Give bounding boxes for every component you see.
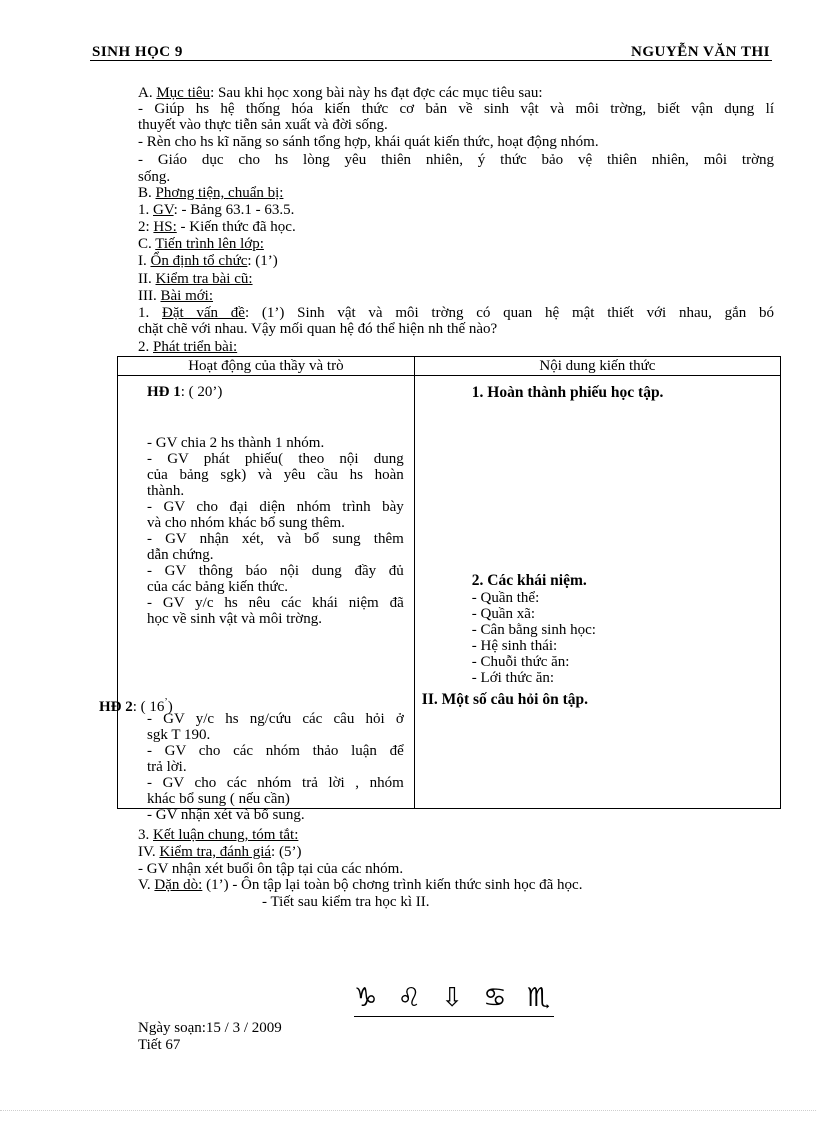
objective-line: thuyết vào thực tiễn sản xuất và đời sống. <box>138 117 388 133</box>
header-author: NGUYỄN VĂN THI <box>631 44 770 60</box>
list-item: - GV chia 2 hs thành 1 nhóm. <box>147 435 325 451</box>
list-item: - GV cho đại diện nhóm trình bày <box>147 499 404 515</box>
list-item: - GV cho các nhóm thảo luận để <box>147 743 404 759</box>
zodiac-ornament <box>354 982 557 1022</box>
preparation-title: Phơng tiện, chuẩn bị: <box>155 185 284 201</box>
list-item: - GV y/c hs ng/cứu các câu hỏi ở <box>147 711 404 727</box>
content-heading-2: 2. Các khái niệm. <box>471 572 587 589</box>
problem-statement-cont: chặt chẽ với nhau. Vậy mối quan hệ đó thể hiện nh thế nào? <box>138 321 498 337</box>
objective-line: - Giúp hs hệ thống hóa kiến thức cơ bản về sinh vật và môi trờng, biết vận dụng lí <box>138 101 774 117</box>
list-item: và cho nhóm khác bổ sung thêm. <box>147 515 345 531</box>
content-heading-1: 1. Hoàn thành phiếu học tập. <box>471 384 664 401</box>
list-item: - Lới thức ăn: <box>471 670 555 686</box>
list-item: - Quần thể: <box>471 590 540 606</box>
objectives-heading: A. Mục tiêu: Sau khi học xong bài này hs đạt đợc các mục tiêu sau: <box>138 85 543 101</box>
content-cell <box>414 376 780 809</box>
list-item: dẫn chứng. <box>147 547 214 563</box>
list-item: - GV phát phiếu( theo nội dung <box>147 451 404 467</box>
list-item: học về sinh vật và môi trờng. <box>147 611 322 627</box>
list-item: - Hệ sinh thái: <box>471 638 558 654</box>
page-edge-divider <box>0 1110 816 1111</box>
homework-text: - Tiết sau kiểm tra học kì II. <box>262 894 430 910</box>
ornament-glyphs: ♑ ♌ ⇩ ♋ ♏ <box>354 983 557 1013</box>
list-item: - GV thông báo nội dung đầy đủ <box>147 563 404 579</box>
list-item: - GV nhận xét và bổ sung. <box>147 807 305 823</box>
list-item: của các bảng kiến thức. <box>147 579 288 595</box>
preparation-teacher: 1. GV: - Bảng 63.1 - 63.5. <box>138 202 295 218</box>
list-item: - Chuỗi thức ăn: <box>471 654 570 670</box>
table-header-row <box>118 357 781 376</box>
objectives-title: Mục tiêu <box>156 85 211 101</box>
list-item: - GV y/c hs nêu các khái niệm đã <box>147 595 404 611</box>
procedure-step-3: III. Bài mới: <box>138 288 214 304</box>
procedure-step-2: II. Kiểm tra bài cũ: <box>138 271 253 287</box>
assessment-heading: IV. Kiểm tra, đánh giá: (5’) <box>138 844 302 860</box>
list-item: - Quần xã: <box>471 606 536 622</box>
hd2-heading: HĐ 2: ( 16’) <box>99 697 173 715</box>
list-item: - GV nhận xét, và bổ sung thêm <box>147 531 404 547</box>
problem-statement: 1. Đặt vấn đề: (1’) Sinh vật và môi trờng có quan hệ mật thiết với nhau, gắn bó <box>138 305 774 321</box>
list-item: trả lời. <box>147 759 187 775</box>
list-item: thành. <box>147 483 185 499</box>
column-header-activities: Hoạt động của thầy và trò <box>118 357 415 376</box>
procedure-heading: C. Tiến trình lên lớp: <box>138 236 264 252</box>
ornament-underline <box>354 1016 554 1017</box>
table-row <box>118 376 781 809</box>
list-item: - Cân bằng sinh học: <box>471 622 596 638</box>
column-header-content: Nội dung kiến thức <box>414 357 780 376</box>
procedure-step-1: I. Ổn định tổ chức: (1’) <box>138 253 278 269</box>
preparation-heading: B. Phơng tiện, chuẩn bị: <box>138 185 284 201</box>
summary-heading: 3. Kết luận chung, tóm tắt: <box>138 827 299 843</box>
objective-line: - Rèn cho hs kĩ năng so sánh tổng hợp, khái quát kiến thức, hoạt động nhóm. <box>138 134 599 150</box>
objective-line: sống. <box>138 169 171 185</box>
assessment-text: - GV nhận xét buổi ôn tập tại của các nhóm. <box>138 861 404 877</box>
hd2-list <box>147 711 404 823</box>
content-heading-3: II. Một số câu hỏi ôn tập. <box>421 691 588 708</box>
homework-heading: V. Dặn dò: (1’) - Ôn tập lại toàn bộ chơng trình kiến thức sinh học đã học. <box>138 877 583 893</box>
activities-cell <box>99 376 415 823</box>
list-item: - GV cho các nhóm trả lời , nhóm <box>147 775 404 791</box>
hd1-heading: HĐ 1: ( 20’) <box>147 384 223 400</box>
header-subject: SINH HỌC 9 <box>92 44 183 60</box>
objective-line: - Giáo dục cho hs lòng yêu thiên nhiên, ý thức bảo vệ thiên nhiên, môi trờng <box>138 152 774 168</box>
header-rule <box>90 60 772 61</box>
list-item: khác bổ sung ( nếu cần) <box>147 791 290 807</box>
list-item: sgk T 190. <box>147 727 211 743</box>
preparation-student: 2: HS: - Kiến thức đã học. <box>138 219 296 235</box>
activity-table <box>99 356 781 823</box>
lesson-number: Tiết 67 <box>138 1037 181 1053</box>
hd1-list <box>147 435 404 627</box>
prepared-date: Ngày soạn:15 / 3 / 2009 <box>138 1020 282 1036</box>
concept-list <box>472 590 596 686</box>
development-heading: 2. Phát triển bài: <box>138 339 238 355</box>
list-item: của bảng sgk) và yêu cầu hs hoàn <box>147 467 404 483</box>
